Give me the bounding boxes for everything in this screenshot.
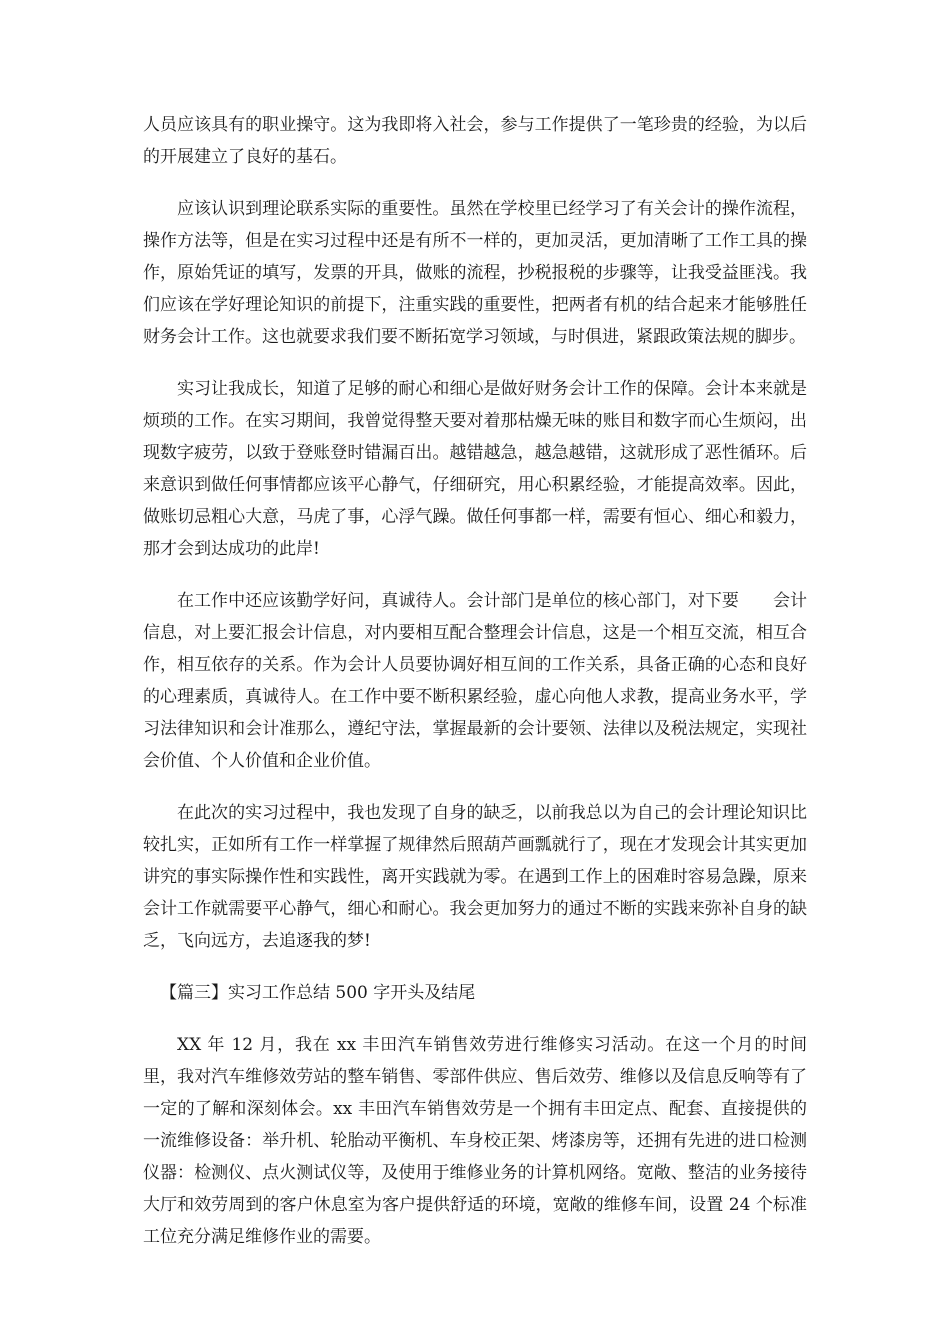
paragraph-1: 人员应该具有的职业操守。这为我即将入社会，参与工作提供了一笔珍贵的经验，为以后的开展建立了良好的基石。 [143, 115, 807, 167]
section-heading: 【篇三】实习工作总结 500 字开头及结尾 [160, 983, 476, 1003]
paragraph-4: 在工作中还应该勤学好问，真诚待人。会计部门是单位的核心部门，对下要 会计信息，对上要汇报会计信息，对内要相互配合整理会计信息，这是一个相互交流，相互合作，相互依存的关系。作为会计人员要协调好相互间的工作关系，具备正确的心态和良好的心理素质，真诚待人。在工作中要不断积累经验，虚心向他人求教，提高业务水平，学习法律知识和会计准那么，遵纪守法，掌握最新的会计要领、法律以及税法规定，实现社会价值、个人价值和企业价值。 [143, 591, 807, 771]
paragraph-5: 在此次的实习过程中，我也发现了自身的缺乏，以前我总以为自己的会计理论知识比较扎实，正如所有工作一样掌握了规律然后照葫芦画瓢就行了，现在才发现会计其实更加讲究的事实际操作性和实践性，离开实践就为零。在遇到工作上的困难时容易急躁，原来会计工作就需要平心静气，细心和耐心。我会更加努力的通过不断的实践来弥补自身的缺乏，飞向远方，去追逐我的梦! [143, 803, 807, 951]
paragraph-3: 实习让我成长，知道了足够的耐心和细心是做好财务会计工作的保障。会计本来就是烦琐的工作。在实习期间，我曾觉得整天要对着那枯燥无味的账目和数字而心生烦闷，出现数字疲劳，以致于登账登时错漏百出。越错越急，越急越错，这就形成了恶性循环。后来意识到做任何事情都应该平心静气，仔细研究，用心积累经验，才能提高效率。因此，做账切忌粗心大意，马虎了事，心浮气躁。做任何事都一样，需要有恒心、细心和毅力，那才会到达成功的此岸! [143, 379, 807, 559]
document-page [143, 109, 807, 1273]
paragraph-2: 应该认识到理论联系实际的重要性。虽然在学校里已经学习了有关会计的操作流程，操作方法等，但是在实习过程中还是有所不一样的，更加灵活，更加清晰了工作工具的操作，原始凭证的填写，发票的开具，做账的流程，抄税报税的步骤等，让我受益匪浅。我们应该在学好理论知识的前提下，注重实践的重要性，把两者有机的结合起来才能够胜任财务会计工作。这也就要求我们要不断拓宽学习领域，与时俱进，紧跟政策法规的脚步。 [143, 199, 807, 347]
paragraph-closing: XX 年 12 月，我在 xx 丰田汽车销售效劳进行维修实习活动。在这一个月的时间里，我对汽车维修效劳站的整车销售、零部件供应、售后效劳、维修以及信息反响等有了一定的了解和深刻体会。xx 丰田汽车销售效劳是一个拥有丰田定点、配套、直接提供的一流维修设备：举升机、轮胎动平衡机、车身校正架、烤漆房等，还拥有先进的进口检测仪器：检测仪、点火测试仪等，及使用于维修业务的计算机网络。宽敞、整洁的业务接待大厅和效劳周到的客户休息室为客户提供舒适的环境，宽敞的维修车间，设置 24 个标准工位充分满足维修作业的需要。 [143, 1035, 807, 1247]
